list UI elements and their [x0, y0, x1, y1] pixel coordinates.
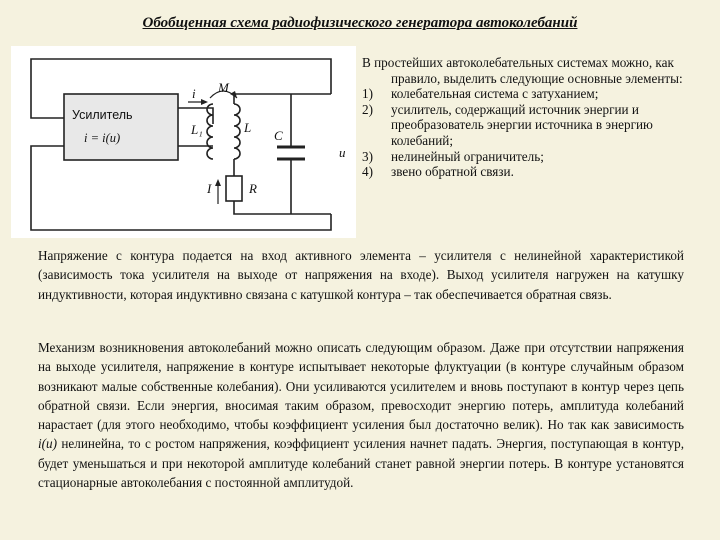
coil-l1	[207, 104, 213, 159]
amplifier-box	[64, 94, 178, 160]
list-item-text: нелинейный ограничитель;	[391, 148, 544, 164]
paragraph-2-part-2: нелинейна, то с ростом напряжения, коэффициент усиления начнет падать. Энергия, поступающая в контур, будет уменьшаться и при некоторой амплитуде колебаний станет равной энергии потерь. В контуре установятся стационарные автоколебания с постоянной амплитудой.	[38, 436, 684, 491]
list-item-text: звено обратной связи.	[391, 164, 514, 180]
list-item	[362, 164, 716, 180]
list-item-number: 3)	[362, 148, 373, 164]
label-l: L	[244, 120, 252, 135]
paragraph-2-part-1: Механизм возникновения автоколебаний можно описать следующим образом. Даже при отсутствии напряжения на выходе усилителя, напряжение в контуре испытывает некоторые флуктуации (в контуре случайным образом возникают малые собственные колебания). Они усиливаются усилителем и вновь поступают в контур через цепь обратной связи. Если энергия, вносимая таким образом, превосходит энергию потерь, амплитуда колебаний нарастает (для этого необходимо, чтобы коэффициент усиления был достаточно велик). Но так как зависимость	[38, 340, 684, 433]
paragraph-feedback	[38, 246, 684, 304]
label-big-i: I	[207, 181, 212, 196]
list-item	[362, 149, 716, 165]
current-i-arrowhead	[201, 99, 208, 105]
wire-lc-bottom	[234, 201, 331, 214]
circuit-svg	[11, 46, 356, 238]
list-item-text: колебательная система с затуханием;	[391, 86, 599, 102]
resistor-r	[226, 176, 242, 201]
paragraph-1-text: Напряжение с контура подается на вход активного элемента – усилителя с нелинейной характеристикой (зависимость тока усилителя на выходе от напряжения на входе). Выход усилителя нагружен на катушку индуктивности, которая индуктивно связана с катушкой контура – так обеспечивается обратная связь.	[38, 248, 684, 302]
paragraph-mechanism	[38, 338, 684, 492]
list-item-number: 2)	[362, 101, 373, 117]
current-I-arrowhead	[215, 179, 221, 186]
elements-list	[362, 55, 716, 180]
list-item	[362, 102, 716, 149]
amplifier-formula: i = i(u)	[84, 131, 121, 145]
label-m: M	[218, 80, 229, 95]
label-i: i	[192, 86, 196, 101]
list-item-number: 1)	[362, 86, 373, 102]
list-intro: В простейших автоколебательных системах можно, как правило, выделить следующие основные элементы:	[362, 55, 683, 86]
label-l1: L₁	[191, 122, 203, 137]
paragraph-2-text	[38, 338, 684, 492]
circuit-diagram	[11, 46, 356, 238]
amplifier-label: Усилитель	[72, 108, 133, 122]
page-title: Обобщенная схема радиофизического генератора автоколебаний	[142, 15, 578, 31]
paragraph-2-formula: i(u)	[38, 436, 58, 452]
list-item-number: 4)	[362, 164, 373, 180]
coil-l	[234, 104, 240, 159]
label-c: C	[274, 128, 283, 143]
list-item-text: усилитель, содержащий источник энергии и преобразователь энергии источника в энергию колебаний;	[391, 101, 653, 148]
list-item	[362, 86, 716, 102]
wire-lc-top	[234, 94, 331, 104]
label-r: R	[249, 181, 257, 196]
label-u: u	[339, 145, 346, 160]
